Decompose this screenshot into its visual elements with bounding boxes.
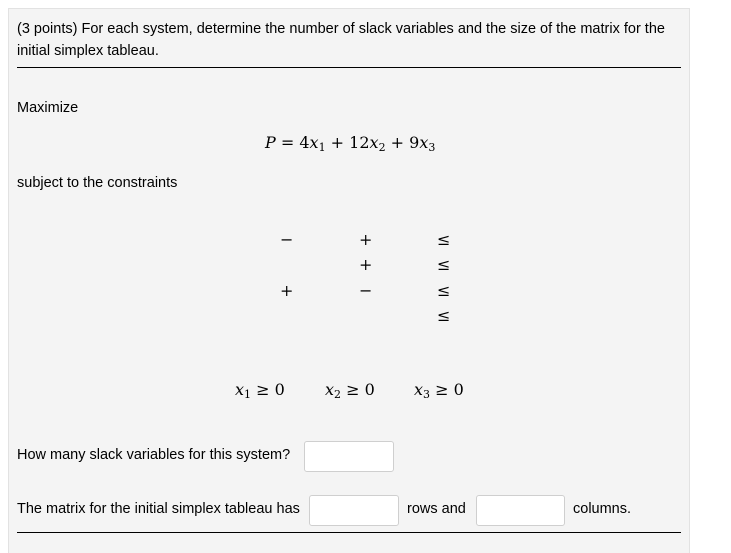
objective-term-3: $9x_3$: [409, 133, 436, 154]
constraint-3-operator-1: +: [280, 281, 294, 300]
bottom-divider: [17, 532, 681, 533]
objective-op-2: +: [330, 133, 345, 152]
nonnegativity-3: $x_3 \ge 0$: [414, 380, 464, 401]
rows-label: rows and: [407, 501, 466, 517]
slack-variables-input[interactable]: [304, 441, 394, 472]
constraint-4-relation: ≤: [437, 306, 451, 325]
nonnegativity-2: $x_2 \ge 0$: [325, 380, 375, 401]
nonnegativity-1: $x_1 \ge 0$: [235, 380, 285, 401]
constraint-3-operator-2: −: [359, 281, 373, 300]
constraint-1-operator-2: +: [359, 230, 373, 249]
columns-input[interactable]: [476, 495, 565, 526]
intro-divider: [17, 67, 681, 68]
matrix-prefix: The matrix for the initial simplex tableau has: [17, 501, 300, 517]
slack-question: How many slack variables for this system?: [17, 447, 291, 463]
objective-lhs: P: [265, 133, 276, 152]
question-intro: (3 points) For each system, determine the number of slack variables and the size of the matrix for the initial simplex tableau.: [17, 21, 665, 59]
objective-op-3: +: [390, 133, 405, 152]
constraint-2-operator-2: +: [359, 255, 373, 274]
maximize-label: Maximize: [17, 100, 79, 116]
objective-function: [265, 133, 435, 154]
columns-label: columns.: [573, 501, 632, 517]
constraint-1-relation: ≤: [437, 230, 451, 249]
subject-to-label: subject to the constraints: [17, 175, 178, 191]
objective-equals: =: [280, 133, 295, 152]
question-panel: [8, 8, 690, 553]
rows-input[interactable]: [309, 495, 399, 526]
constraint-3-relation: ≤: [437, 281, 451, 300]
objective-term-2: $12x_2$: [349, 133, 386, 154]
objective-term-1: $4x_1$: [299, 133, 326, 154]
constraint-2-relation: ≤: [437, 255, 451, 274]
constraint-1-operator-1: −: [280, 230, 294, 249]
